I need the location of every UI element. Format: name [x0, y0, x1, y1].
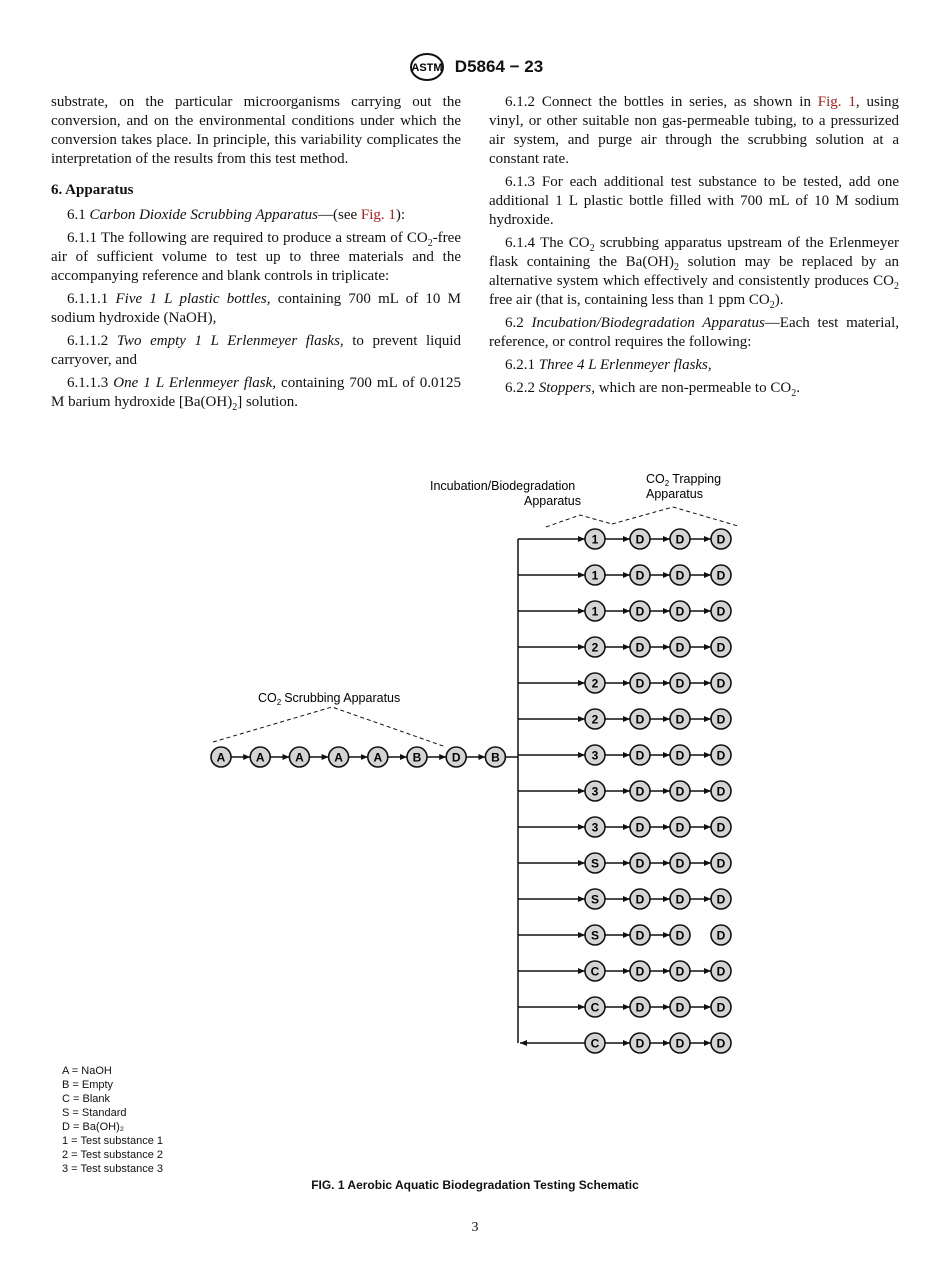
scrub-node-b — [485, 747, 505, 767]
trap-d — [711, 961, 731, 981]
vessel-3-label: 3 — [591, 784, 599, 799]
incubation-row — [518, 961, 731, 981]
astm-logo-icon — [407, 52, 447, 82]
trap-d-label: D — [635, 1000, 645, 1015]
trap-d — [630, 1033, 650, 1053]
paragraph-6-1-3: 6.1.3 For each additional test substance to be tested, add one additional 1 L plastic bottle filled with 700 mL of 10 M sodium hydroxide. — [489, 174, 899, 228]
incubation-row — [518, 745, 731, 765]
trap-d-label: D — [716, 640, 726, 655]
trap-d — [670, 601, 690, 621]
paragraph-6-2-1: 6.2.1 Three 4 L Erlenmeyer flasks, — [505, 357, 712, 373]
fig-1-link[interactable]: Fig. 1 — [360, 207, 396, 223]
scrub-node-b-label: B — [412, 750, 422, 765]
trap-d — [630, 709, 650, 729]
incubation-label-line2: Apparatus — [524, 494, 581, 508]
paragraph-6-2-2: 6.2.2 Stoppers, which are non-permeable to $CO_2$. — [505, 380, 800, 399]
trap-d — [670, 709, 690, 729]
trap-d-label: D — [635, 856, 645, 871]
trap-d — [630, 745, 650, 765]
incubation-row — [520, 1033, 731, 1053]
legend-item: 1 = Test substance 1 — [62, 1135, 164, 1147]
vessel-s-label: S — [590, 856, 600, 871]
scrub-node-a-label: A — [334, 750, 343, 765]
incubation-row — [518, 529, 731, 549]
trap-d-label: D — [675, 568, 685, 583]
vessel-1 — [585, 565, 605, 585]
trap-d-label: D — [675, 1000, 685, 1015]
vessel-1-label: 1 — [591, 604, 599, 619]
legend-item: S = Standard — [62, 1107, 127, 1119]
vessel-2 — [585, 673, 605, 693]
vessel-3 — [585, 781, 605, 801]
incubation-row — [518, 637, 731, 657]
legend-item: B = Empty — [62, 1079, 114, 1091]
vessel-2-label: 2 — [591, 640, 599, 655]
vessel-3-label: 3 — [591, 748, 599, 763]
trap-d-label: D — [675, 748, 685, 763]
trap-d-label: D — [675, 820, 685, 835]
trapping-bracket — [612, 507, 738, 526]
trap-d-label: D — [675, 532, 685, 547]
trap-d-label: D — [635, 748, 645, 763]
trap-d — [630, 889, 650, 909]
trap-d — [711, 925, 731, 945]
trap-d — [630, 925, 650, 945]
trap-d-label: D — [716, 568, 726, 583]
scrub-node-b-label: B — [491, 750, 500, 765]
trap-d-label: D — [716, 532, 726, 547]
vessel-s — [585, 889, 605, 909]
trap-d-label: D — [716, 784, 726, 799]
vessel-c — [585, 1033, 605, 1053]
vessel-1-label: 1 — [591, 568, 599, 583]
trap-d-label: D — [716, 748, 726, 763]
trap-d — [630, 601, 650, 621]
vessel-s — [585, 853, 605, 873]
vessel-3-label: 3 — [591, 820, 599, 835]
trap-d-label: D — [635, 784, 645, 799]
trap-d-label: D — [716, 676, 726, 691]
paragraph-6-1-1: 6.1.1 The following are required to produce a stream of $CO_2$-free air of sufficient volume to test up to three materials and the accompanying reference and blank controls in triplicate: — [51, 230, 461, 284]
trap-d-label: D — [716, 712, 726, 727]
vessel-3 — [585, 817, 605, 837]
trap-d — [711, 817, 731, 837]
incubation-row — [518, 601, 731, 621]
incubation-row — [518, 889, 731, 909]
scrub-node-a — [211, 747, 231, 767]
vessel-1 — [585, 529, 605, 549]
apparatus-schematic — [200, 460, 760, 1060]
scrub-node-a — [250, 747, 270, 767]
scrub-node-a-label: A — [216, 750, 226, 765]
trap-d-label: D — [635, 676, 645, 691]
trap-d-label: D — [675, 964, 685, 979]
trap-d — [711, 529, 731, 549]
vessel-c-label: C — [590, 1036, 600, 1051]
incubation-row — [518, 925, 731, 945]
trap-d — [670, 781, 690, 801]
trap-d — [670, 925, 690, 945]
trap-d — [630, 673, 650, 693]
trap-d-label: D — [675, 712, 685, 727]
scrub-node-a-label: A — [255, 750, 265, 765]
scrub-node-a-label: A — [373, 750, 383, 765]
scrub-node-d-label: D — [451, 750, 461, 765]
trap-d — [670, 1033, 690, 1053]
svg-text:ASTM: ASTM — [411, 62, 443, 74]
trap-d-label: D — [716, 928, 726, 943]
paragraph-6-1-2: 6.1.2 Connect the bottles in series, as shown in Fig. 1, using vinyl, or other suitable non gas-permeable tubing, to a pressurized air system, and purge air through the scrubbing solution at a constant rate. — [489, 94, 900, 167]
left-column — [51, 93, 461, 416]
trap-d — [711, 889, 731, 909]
trap-d — [711, 601, 731, 621]
page-number: 3 — [471, 1220, 479, 1235]
scrubbing-chain — [211, 747, 505, 767]
trap-d-label: D — [635, 928, 645, 943]
incubation-row — [518, 997, 731, 1017]
page-header — [0, 52, 950, 82]
legend-item: 3 = Test substance 3 — [62, 1163, 164, 1175]
trap-d — [711, 673, 731, 693]
incubation-row — [518, 709, 731, 729]
trap-d-label: D — [675, 892, 685, 907]
trap-d-label: D — [716, 1036, 726, 1051]
trap-d — [630, 781, 650, 801]
paragraph-6-1-4: 6.1.4 The $CO_2$ scrubbing apparatus upstream of the Erlenmeyer flask containing the $Ba(OH)_2$ solution may be replaced by an alternative system which effectively and consistently produces $CO_2$ free air (that is, containing less than 1 ppm $CO_2$). — [489, 235, 899, 311]
trap-d — [630, 529, 650, 549]
trap-d-label: D — [635, 964, 645, 979]
trap-d-label: D — [675, 676, 685, 691]
vessel-2 — [585, 637, 605, 657]
vessel-2 — [585, 709, 605, 729]
vessel-2-label: 2 — [591, 676, 599, 691]
figure-caption: FIG. 1 Aerobic Aquatic Biodegradation Testing Schematic — [311, 1178, 639, 1192]
scrub-node-d — [446, 747, 466, 767]
legend-item: C = Blank — [62, 1093, 110, 1105]
trap-d — [711, 745, 731, 765]
incubation-row — [518, 817, 731, 837]
trap-d — [670, 673, 690, 693]
trapping-label: $CO_2$ Trapping — [646, 472, 722, 488]
trap-d — [670, 637, 690, 657]
vessel-s-label: S — [590, 892, 600, 907]
figure-legend — [62, 1064, 163, 1176]
paragraph-6-1-1-1: 6.1.1.1 Five 1 L plastic bottles, containing 700 mL of 10 M sodium hydroxide (NaOH), — [51, 291, 461, 326]
document-id: D5864 − 23 — [454, 57, 544, 76]
trap-d-label: D — [635, 892, 645, 907]
legend-item: 2 = Test substance 2 — [62, 1149, 164, 1161]
trap-d — [630, 961, 650, 981]
paragraph-6-1: 6.1 Carbon Dioxide Scrubbing Apparatus—(see Fig. 1): — [67, 207, 406, 223]
trap-d-label: D — [716, 892, 726, 907]
trap-d-label: D — [675, 856, 685, 871]
scrub-node-a — [368, 747, 388, 767]
trap-d-label: D — [716, 856, 726, 871]
incubation-rows — [518, 529, 731, 1053]
vessel-c — [585, 961, 605, 981]
legend-item: A = NaOH — [62, 1065, 112, 1077]
trap-d-label: D — [675, 604, 685, 619]
trap-d — [670, 745, 690, 765]
trap-d-label: D — [716, 604, 726, 619]
scrub-node-b — [407, 747, 427, 767]
trap-d-label: D — [635, 604, 645, 619]
trap-d — [711, 565, 731, 585]
trap-d — [711, 709, 731, 729]
trapping-label-line2: Apparatus — [646, 487, 703, 501]
scrubbing-bracket — [213, 707, 446, 747]
trap-d — [711, 997, 731, 1017]
trap-d-label: D — [716, 964, 726, 979]
paragraph-6-1-1-2: 6.1.1.2 Two empty 1 L Erlenmeyer flasks, to prevent liquid carryover, and — [51, 333, 461, 368]
paragraph-intro: substrate, on the particular microorganisms carrying out the conversion, and on the environmental conditions under which the conversion takes place. In principle, this variability complicates the interpretation of the results from this test method. — [51, 94, 461, 167]
trap-d — [670, 853, 690, 873]
vessel-c — [585, 997, 605, 1017]
trap-d — [670, 565, 690, 585]
trap-d — [670, 817, 690, 837]
vessel-c-label: C — [590, 964, 600, 979]
trap-d-label: D — [716, 1000, 726, 1015]
vessel-s-label: S — [590, 928, 600, 943]
trap-d — [711, 1033, 731, 1053]
vessel-1 — [585, 601, 605, 621]
trap-d-label: D — [635, 532, 645, 547]
incubation-row — [518, 673, 731, 693]
trap-d — [630, 817, 650, 837]
incubation-label-line1: Incubation/Biodegradation — [430, 479, 576, 493]
scrub-node-a — [329, 747, 349, 767]
trap-d — [711, 781, 731, 801]
trap-d — [670, 529, 690, 549]
legend-item: D = Ba(OH)₂ — [62, 1121, 125, 1133]
trap-d — [630, 997, 650, 1017]
trap-d — [630, 853, 650, 873]
trap-d — [670, 961, 690, 981]
vessel-3 — [585, 745, 605, 765]
trap-d-label: D — [675, 640, 685, 655]
trap-d — [630, 637, 650, 657]
vessel-c-label: C — [590, 1000, 600, 1015]
trap-d-label: D — [635, 820, 645, 835]
vessel-1-label: 1 — [591, 532, 599, 547]
incubation-row — [518, 565, 731, 585]
trap-d — [711, 853, 731, 873]
paragraph-6-2: 6.2 Incubation/Biodegradation Apparatus—Each test material, reference, or control requires the following: — [489, 315, 899, 350]
section-heading-apparatus: 6. Apparatus — [51, 182, 134, 198]
trap-d-label: D — [635, 568, 645, 583]
trap-d-label: D — [675, 784, 685, 799]
incubation-row — [518, 853, 731, 873]
paragraph-6-1-1-3: 6.1.1.3 One 1 L Erlenmeyer flask, containing 700 mL of 0.0125 M barium hydroxide $[Ba(OH)_2]$ solution. — [51, 375, 461, 413]
trap-d-label: D — [675, 928, 685, 943]
right-column — [489, 93, 899, 402]
vessel-s — [585, 925, 605, 945]
trap-d-label: D — [635, 640, 645, 655]
trap-d-label: D — [635, 712, 645, 727]
scrub-node-a-label: A — [295, 750, 304, 765]
trap-d-label: D — [675, 1036, 685, 1051]
scrub-node-a — [289, 747, 309, 767]
trap-d-label: D — [635, 1036, 645, 1051]
trap-d — [670, 889, 690, 909]
trap-d — [670, 997, 690, 1017]
incubation-bracket — [546, 515, 612, 527]
incubation-row — [518, 781, 731, 801]
trap-d — [630, 565, 650, 585]
trap-d-label: D — [716, 820, 726, 835]
vessel-2-label: 2 — [591, 712, 599, 727]
trap-d — [711, 637, 731, 657]
fig-1-link[interactable]: Fig. 1 — [817, 94, 856, 110]
scrubbing-label: $CO_2$ Scrubbing Apparatus — [258, 691, 401, 707]
